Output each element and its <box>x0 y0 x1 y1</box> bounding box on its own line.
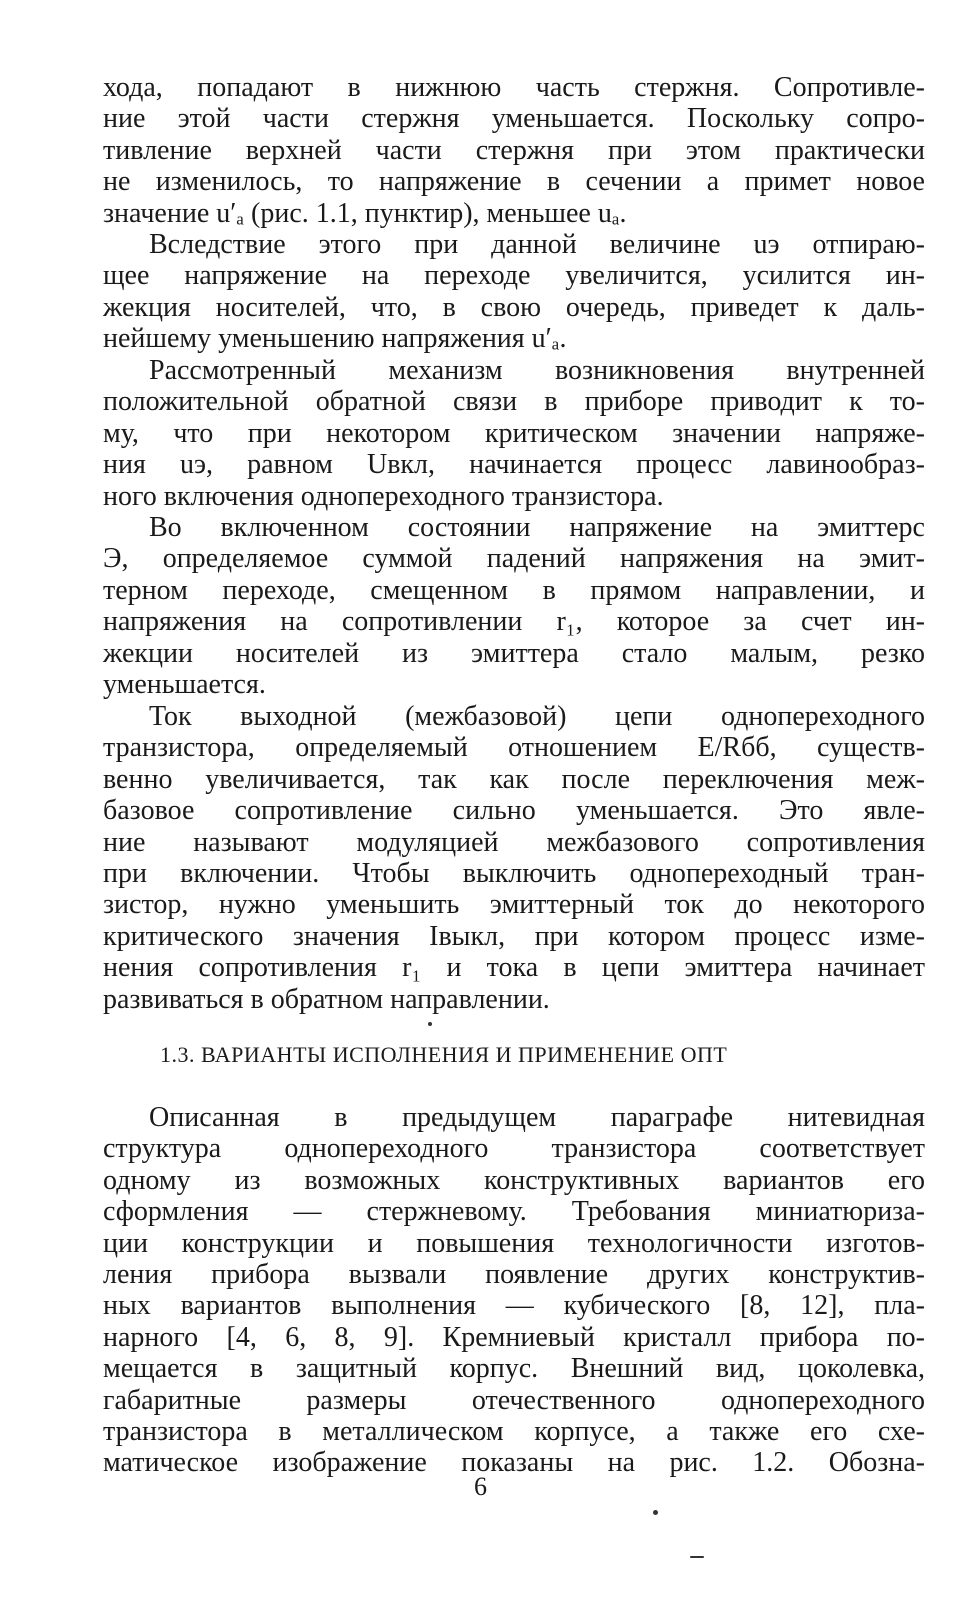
text-line: одному из возможных конструктивных вариантов его <box>103 1164 925 1196</box>
text-line: базовое сопротивление сильно уменьшается. Это явле- <box>103 795 925 827</box>
text-line: напряжения на сопротивлении r₁, которое за счет ин- <box>103 606 925 638</box>
page-number: 6 <box>474 1472 487 1501</box>
text-line: при включении. Чтобы выключить однопереходный тран- <box>103 858 925 890</box>
text-line: мещается в защитный корпус. Внешний вид, цоколевка, <box>103 1353 925 1385</box>
text-line: терном переходе, смещенном в прямом направлении, и <box>103 574 925 606</box>
text-line: критического значения Iвыкл, при котором процесс изме- <box>103 920 925 952</box>
scan-speck <box>428 1022 432 1026</box>
text-line: матическое изображение показаны на рис. 1.2. Обозна- <box>103 1447 925 1479</box>
text-line: не изменилось, то напряжение в сечении a примет новое <box>103 166 925 198</box>
paragraph-4 <box>103 512 925 700</box>
text-line: нейшему уменьшению напряжения u′ₐ. <box>103 323 567 355</box>
text-line: зистор, нужно уменьшить эмиттерный ток до некоторого <box>103 889 925 921</box>
paragraph-5 <box>103 701 925 1015</box>
text-line: ние этой части стержня уменьшается. Поскольку сопро- <box>103 103 925 135</box>
text-line: Э, определяемое суммой падений напряжения на эмит- <box>103 543 925 575</box>
paragraph-2 <box>103 229 925 355</box>
paragraph-6 <box>103 1102 925 1479</box>
scan-speck <box>690 1556 704 1558</box>
text-line: нения сопротивления r₁ и тока в цепи эмиттера начинает <box>103 952 925 984</box>
text-line: уменьшается. <box>103 669 266 701</box>
scan-speck <box>653 1510 658 1515</box>
text-line: хода, попадают в нижнюю часть стержня. Сопротивле- <box>103 72 925 103</box>
text-line: значение u′ₐ (рис. 1.1, пунктир), меньшее uₐ. <box>103 197 627 229</box>
text-line: жекция носителей, что, в свою очередь, приведет к даль- <box>103 291 925 323</box>
section-heading: 1.3. ВАРИАНТЫ ИСПОЛНЕНИЯ И ПРИМЕНЕНИЕ ОПТ <box>160 1042 728 1067</box>
text-line: габаритные размеры отечественного однопереходного <box>103 1384 925 1416</box>
text-line: ления прибора вызвали появление других конструктив- <box>103 1259 925 1291</box>
text-line: Во включенном состоянии напряжение на эмиттерс <box>149 512 925 543</box>
text-line: ние называют модуляцией межбазового сопротивления <box>103 826 925 858</box>
text-line: ния uэ, равном Uвкл, начинается процесс лавинообраз- <box>103 449 925 481</box>
text-line: транзистора, определяемый отношением E/Rбб, существ- <box>103 732 925 764</box>
paragraph-3 <box>103 355 925 512</box>
text-line: развиваться в обратном направлении. <box>103 983 550 1015</box>
text-line: му, что при некотором критическом значении напряже- <box>103 417 925 449</box>
text-line: структура однопереходного транзистора соответствует <box>103 1133 925 1165</box>
text-line: ных вариантов выполнения — кубического [8, 12], пла- <box>103 1290 925 1322</box>
text-line: сформления — стержневому. Требования миниатюриза- <box>103 1196 925 1228</box>
paragraph-1 <box>103 72 925 229</box>
text-line: щее напряжение на переходе увеличится, усилится ин- <box>103 260 925 292</box>
text-line: тивление верхней части стержня при этом практически <box>103 134 925 166</box>
text-line: ции конструкции и повышения технологичности изготов- <box>103 1227 925 1259</box>
text-line: ного включения однопереходного транзистора. <box>103 480 664 512</box>
text-line: венно увеличивается, так как после переключения меж- <box>103 763 925 795</box>
text-line: положительной обратной связи в приборе приводит к то- <box>103 386 925 418</box>
text-line: транзистора в металлическом корпусе, а также его схе- <box>103 1416 925 1448</box>
text-line: Рассмотренный механизм возникновения внутренней <box>149 355 925 386</box>
text-line: жекции носителей из эмиттера стало малым, резко <box>103 637 925 669</box>
text-line: нарного [4, 6, 8, 9]. Кремниевый кристалл прибора по- <box>103 1321 925 1353</box>
text-line: Ток выходной (межбазовой) цепи однопереходного <box>149 701 925 732</box>
text-line: Описанная в предыдущем параграфе нитевидная <box>149 1102 925 1133</box>
text-line: Вследствие этого при данной величине uэ отпираю- <box>149 229 925 260</box>
